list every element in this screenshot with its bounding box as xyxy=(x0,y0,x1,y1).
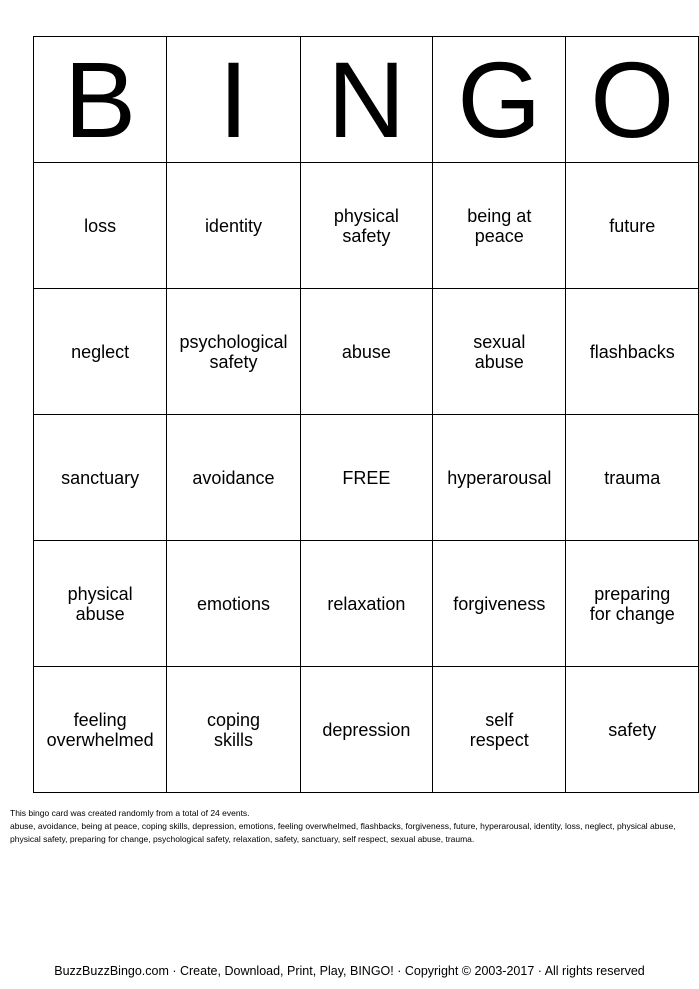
cell-text: trauma xyxy=(604,467,661,488)
card-cell xyxy=(566,541,699,667)
card-cell xyxy=(34,415,167,541)
card-cell free-space xyxy=(300,415,433,541)
footer-copyright: BuzzBuzzBingo.com · Create, Download, Print, Play, BINGO! · Copyright © 2003-2017 · All rights reserved xyxy=(54,964,645,978)
header-letter-i: I xyxy=(167,37,300,163)
card-cell xyxy=(34,667,167,793)
card-row xyxy=(34,541,699,667)
cell-text: abuse xyxy=(341,341,391,362)
card-cell xyxy=(34,163,167,289)
card-cell xyxy=(34,289,167,415)
card-cell xyxy=(300,289,433,415)
card-cell xyxy=(433,667,566,793)
header-letter-g: G xyxy=(433,37,566,163)
header-letter-b: B xyxy=(34,37,167,163)
card-cell xyxy=(566,667,699,793)
cell-text: neglect xyxy=(71,341,130,362)
cell-text: psychological safety xyxy=(179,331,288,372)
cell-text: relaxation xyxy=(327,593,406,614)
cell-text: flashbacks xyxy=(589,341,675,362)
card-cell xyxy=(433,541,566,667)
card-cell xyxy=(566,163,699,289)
cell-text: forgiveness xyxy=(453,593,546,614)
cell-text: self respect xyxy=(469,709,529,750)
cell-text: future xyxy=(609,215,656,236)
card-cell xyxy=(433,289,566,415)
card-cell xyxy=(300,667,433,793)
cell-text: depression xyxy=(322,719,411,740)
card-cell xyxy=(566,415,699,541)
cell-text: physical safety xyxy=(333,205,399,246)
card-row xyxy=(34,667,699,793)
card-cell xyxy=(433,415,566,541)
header-row xyxy=(34,37,699,163)
cell-text: avoidance xyxy=(192,467,275,488)
header-letter-n: N xyxy=(300,37,433,163)
free-space-text: FREE xyxy=(342,467,391,488)
bingo-card xyxy=(33,36,699,793)
cell-text: feeling overwhelmed xyxy=(46,709,154,750)
header-letter-o: O xyxy=(566,37,699,163)
card-cell xyxy=(566,289,699,415)
cell-text: physical abuse xyxy=(67,583,133,624)
cell-text: loss xyxy=(84,215,117,236)
cell-text: sanctuary xyxy=(61,467,140,488)
card-info-event-list: abuse, avoidance, being at peace, coping skills, depression, emotions, feeling overwhelmed, flashbacks, forgiveness, future, hyperarousal, identity, loss, neglect, physical abuse, physical safety, preparing for change, psychological safety, relaxation, safety, sanctuary, self respect, sexual abuse, trauma. xyxy=(10,821,676,844)
card-info xyxy=(10,807,690,846)
card-info-summary: This bingo card was created randomly from a total of 24 events. xyxy=(10,808,250,818)
card-cell xyxy=(167,667,300,793)
cell-text: hyperarousal xyxy=(447,467,552,488)
cell-text: emotions xyxy=(196,593,270,614)
card-row xyxy=(34,415,699,541)
card-cell xyxy=(167,541,300,667)
card-cell xyxy=(167,289,300,415)
card-cell xyxy=(167,163,300,289)
card-row xyxy=(34,289,699,415)
card-cell xyxy=(433,163,566,289)
card-cell xyxy=(167,415,300,541)
card-row xyxy=(34,163,699,289)
card-cell xyxy=(34,541,167,667)
cell-text: identity xyxy=(204,215,262,236)
card-cell xyxy=(300,541,433,667)
cell-text: safety xyxy=(608,719,657,740)
cell-text: preparing for change xyxy=(589,583,675,624)
cell-text: sexual abuse xyxy=(473,331,526,372)
card-cell xyxy=(300,163,433,289)
cell-text: being at peace xyxy=(467,205,532,246)
cell-text: coping skills xyxy=(206,709,260,750)
